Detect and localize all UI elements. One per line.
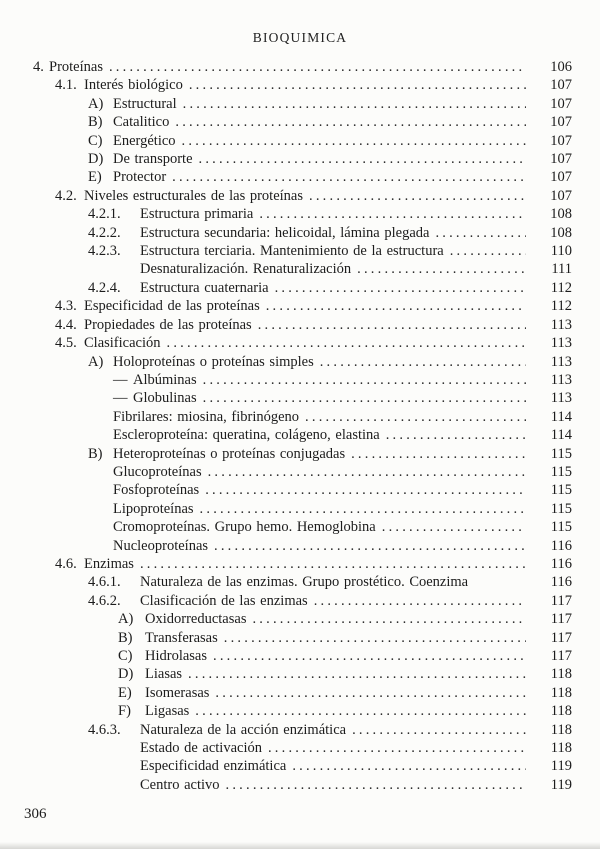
toc-row-page-number: 118	[550, 684, 572, 701]
toc-row-number: 4.2.2.	[88, 224, 121, 241]
toc-row-page-number: 118	[550, 721, 572, 738]
toc-row-page-number: 118	[550, 740, 572, 757]
toc-row	[0, 481, 572, 499]
toc-row-label: Estructura terciaria. Mantenimiento de la estructura	[140, 243, 444, 260]
toc-row-label: Centro activo	[140, 776, 220, 793]
toc-row-page-number: 116	[550, 537, 572, 554]
toc-row-page-number: 115	[550, 500, 572, 517]
toc-row	[0, 113, 572, 131]
toc-row	[0, 665, 572, 683]
dot-leader	[320, 353, 526, 371]
toc-row	[0, 500, 572, 518]
toc-row-number: 4.5.	[55, 335, 77, 352]
toc-row	[0, 76, 572, 94]
dot-leader	[208, 463, 526, 481]
scan-edge-shadow	[0, 842, 600, 849]
toc-row	[0, 426, 572, 444]
toc-row	[0, 408, 572, 426]
toc-row-label: Especificidad de las proteínas	[84, 298, 260, 315]
toc-row-label: Lipoproteínas	[113, 500, 194, 517]
toc-row	[0, 187, 572, 205]
toc-row-page-number: 119	[550, 758, 572, 775]
toc-row-page-number: 112	[550, 298, 572, 315]
toc-row-label: Catalitico	[113, 114, 170, 131]
toc-row-page-number: 110	[550, 243, 572, 260]
dot-leader	[214, 537, 526, 555]
toc-row	[0, 205, 572, 223]
toc-row-number: 4.2.3.	[88, 243, 121, 260]
toc-row-page-number: 111	[551, 261, 572, 278]
dot-leader	[226, 776, 526, 794]
toc-row-label: Estructura primaria	[140, 206, 254, 223]
dot-leader	[189, 76, 526, 94]
toc-row-number: A)	[88, 353, 104, 370]
toc-row-label: Oxidorreductasas	[145, 611, 247, 628]
toc-row-number: A)	[88, 95, 104, 112]
toc-row-page-number: 108	[550, 206, 572, 223]
toc-row	[0, 168, 572, 186]
toc-row-number: C)	[88, 132, 103, 149]
toc-row-label: Transferasas	[145, 629, 218, 646]
toc-row-label: Clasificación	[84, 335, 161, 352]
toc-row	[0, 702, 572, 720]
toc-row	[0, 757, 572, 775]
dot-leader	[200, 500, 526, 518]
toc-row-page-number: 119	[550, 776, 572, 793]
toc-row-label: Albúminas	[133, 371, 197, 388]
toc-row-label: Estructural	[113, 95, 177, 112]
toc-row-label: Propiedades de las proteínas	[84, 316, 252, 333]
toc-row	[0, 610, 572, 628]
toc-row	[0, 445, 572, 463]
toc-row-number: 4.3.	[55, 298, 77, 315]
toc-row-label: Hidrolasas	[145, 648, 208, 664]
page-number-footer: 306	[24, 806, 47, 822]
toc-row-page-number: 117	[550, 629, 572, 646]
toc-row-page-number: 117	[550, 592, 572, 609]
toc-row	[0, 573, 572, 591]
toc-row-page-number: 116	[550, 574, 572, 591]
toc-row-number: 4.	[33, 59, 44, 75]
dot-leader	[188, 665, 526, 683]
dot-leader	[275, 279, 526, 297]
toc-row-page-number: 116	[550, 555, 572, 572]
dot-leader	[140, 555, 526, 573]
toc-row-number: 4.6.1.	[88, 574, 121, 591]
dot-leader	[386, 426, 526, 444]
toc-row	[0, 721, 572, 739]
toc-row-page-number: 115	[550, 463, 572, 480]
toc-row-page-number: 113	[550, 371, 572, 388]
toc-row-label: Interés biológico	[84, 77, 183, 94]
toc-row-page-number: 107	[550, 95, 572, 112]
dot-leader	[266, 297, 526, 315]
toc-row	[0, 260, 572, 278]
toc-row	[0, 334, 572, 352]
toc-row-label: Isomerasas	[145, 684, 210, 701]
toc-row-number: 4.4.	[55, 316, 77, 333]
dot-leader	[167, 334, 526, 352]
toc-row-page-number: 117	[550, 611, 572, 628]
toc-row-number: B)	[88, 114, 103, 131]
toc-row-page-number: 117	[550, 648, 572, 664]
toc-row-number: 4.6.3.	[88, 721, 121, 738]
toc-row-label: Naturaleza de la acción enzimática	[140, 721, 347, 738]
toc-row-label: Desnaturalización. Renaturalización	[140, 261, 352, 278]
toc-row-label: Fibrilares: miosina, fibrinógeno	[113, 408, 300, 425]
toc-row-page-number: 118	[550, 666, 572, 683]
toc-row-label: Escleroproteína: queratina, colágeno, elastina	[113, 427, 380, 444]
toc-row-number: 4.1.	[55, 77, 77, 94]
dot-leader	[309, 187, 526, 205]
toc-row-label: Globulinas	[133, 390, 197, 407]
toc-row-page-number: 115	[550, 482, 572, 499]
toc-row-page-number: 114	[550, 427, 572, 444]
toc-row-page-number: 106	[550, 59, 572, 75]
toc-row-label: Enzimas	[84, 555, 134, 572]
dot-leader	[252, 610, 526, 628]
dot-leader	[224, 629, 526, 647]
dot-leader	[182, 132, 526, 150]
toc-row-number: B)	[118, 629, 133, 646]
dot-leader	[292, 757, 526, 775]
toc-row-label: De transporte	[113, 151, 193, 168]
toc-row-label: Glucoproteínas	[113, 463, 202, 480]
toc-row	[0, 58, 572, 76]
toc-row-page-number: 113	[550, 335, 572, 352]
dot-leader	[203, 389, 526, 407]
toc-row-label: Ligasas	[145, 703, 190, 720]
dot-leader	[172, 168, 526, 186]
toc-row-number: E)	[118, 684, 132, 701]
toc-row-label: Proteínas	[49, 59, 103, 75]
toc-row-label: Especificidad enzimática	[140, 758, 287, 775]
toc-row	[0, 389, 572, 407]
toc-row	[0, 353, 572, 371]
dot-leader	[175, 113, 526, 131]
toc-row-page-number: 107	[550, 151, 572, 168]
dot-leader	[259, 205, 526, 223]
dot-leader	[183, 95, 526, 113]
dot-leader	[435, 224, 526, 242]
toc-row-number: 4.6.	[55, 555, 77, 572]
toc-row	[0, 739, 572, 757]
toc-row	[0, 592, 572, 610]
toc-row-page-number: 107	[550, 77, 572, 94]
toc-row	[0, 132, 572, 150]
toc-row-page-number: 115	[550, 445, 572, 462]
dot-leader	[382, 518, 526, 536]
dot-leader	[314, 592, 526, 610]
toc-row-number: C)	[118, 648, 133, 664]
toc-row-number: 4.2.1.	[88, 206, 121, 223]
toc-row-label: Cromoproteínas. Grupo hemo. Hemoglobina	[113, 519, 376, 536]
dot-leader	[199, 150, 526, 168]
toc-row	[0, 316, 572, 334]
toc-row	[0, 647, 572, 665]
toc-row-label: Fosfoproteínas	[113, 482, 200, 499]
toc-row	[0, 150, 572, 168]
toc-row-number: F)	[118, 703, 131, 720]
toc-row-number: 4.2.4.	[88, 279, 121, 296]
toc-row-number: 4.2.	[55, 187, 77, 204]
toc-row-page-number: 107	[550, 114, 572, 131]
toc-row-number: A)	[118, 611, 134, 628]
toc-row	[0, 242, 572, 260]
toc-row	[0, 537, 572, 555]
toc-row	[0, 371, 572, 389]
toc-row-label: Estructura cuaternaria	[140, 279, 269, 296]
toc-row-label: Clasificación de las enzimas	[140, 592, 308, 609]
dot-leader	[203, 371, 526, 389]
dot-leader	[268, 739, 526, 757]
toc-row-label: Estructura secundaria: helicoidal, lámina plegada	[140, 224, 430, 241]
toc-row-page-number: 112	[550, 279, 572, 296]
dot-leader	[258, 316, 526, 334]
dot-leader	[352, 721, 526, 739]
dot-leader	[450, 242, 526, 260]
toc-row-number: D)	[118, 666, 134, 683]
toc-row	[0, 684, 572, 702]
dot-leader	[195, 702, 526, 720]
toc-row-page-number: 107	[550, 169, 572, 186]
toc-row-label: Liasas	[145, 666, 183, 683]
toc-row-number: B)	[88, 445, 103, 462]
toc-row	[0, 463, 572, 481]
toc-row-number: E)	[88, 169, 102, 186]
toc-row-label: Niveles estructurales de las proteínas	[84, 187, 304, 204]
toc-row-page-number: 113	[550, 316, 572, 333]
toc-row	[0, 776, 572, 794]
dot-leader	[109, 58, 526, 76]
toc-row	[0, 297, 572, 315]
toc-row-page-number: 114	[550, 408, 572, 425]
toc-row	[0, 224, 572, 242]
page-header-title: BIOQUIMICA	[252, 30, 348, 45]
toc-row	[0, 629, 572, 647]
toc-row-label: Heteroproteínas o proteínas conjugadas	[113, 445, 346, 462]
toc-row-page-number: 107	[550, 187, 572, 204]
toc-row	[0, 279, 572, 297]
toc-row-page-number: 113	[550, 353, 572, 370]
toc-row-page-number: 118	[550, 703, 572, 720]
toc-row-label: Estado de activación	[140, 740, 262, 757]
toc-row-page-number: 113	[550, 390, 572, 407]
toc-row-page-number: 115	[550, 519, 572, 536]
toc-row-number: —	[113, 371, 128, 388]
toc-row	[0, 518, 572, 536]
dot-leader	[215, 684, 526, 702]
dot-leader	[213, 647, 526, 665]
dot-leader	[351, 445, 526, 463]
toc-row-page-number: 108	[550, 224, 572, 241]
toc-row	[0, 95, 572, 113]
dot-leader	[357, 260, 526, 278]
toc-row-label: Protector	[113, 169, 167, 186]
toc	[0, 58, 600, 794]
toc-row	[0, 555, 572, 573]
toc-row-number: —	[113, 390, 128, 407]
toc-row-label: Nucleoproteínas	[113, 537, 209, 554]
dot-leader	[305, 408, 526, 426]
toc-row-number: 4.6.2.	[88, 592, 121, 609]
toc-row-page-number: 107	[550, 132, 572, 149]
toc-row-label: Naturaleza de las enzimas. Grupo prostético. Coenzima	[140, 574, 469, 591]
dot-leader	[205, 481, 526, 499]
toc-row-number: D)	[88, 151, 104, 168]
toc-row-label: Energético	[113, 132, 176, 149]
toc-row-label: Holoproteínas o proteínas simples	[113, 353, 314, 370]
